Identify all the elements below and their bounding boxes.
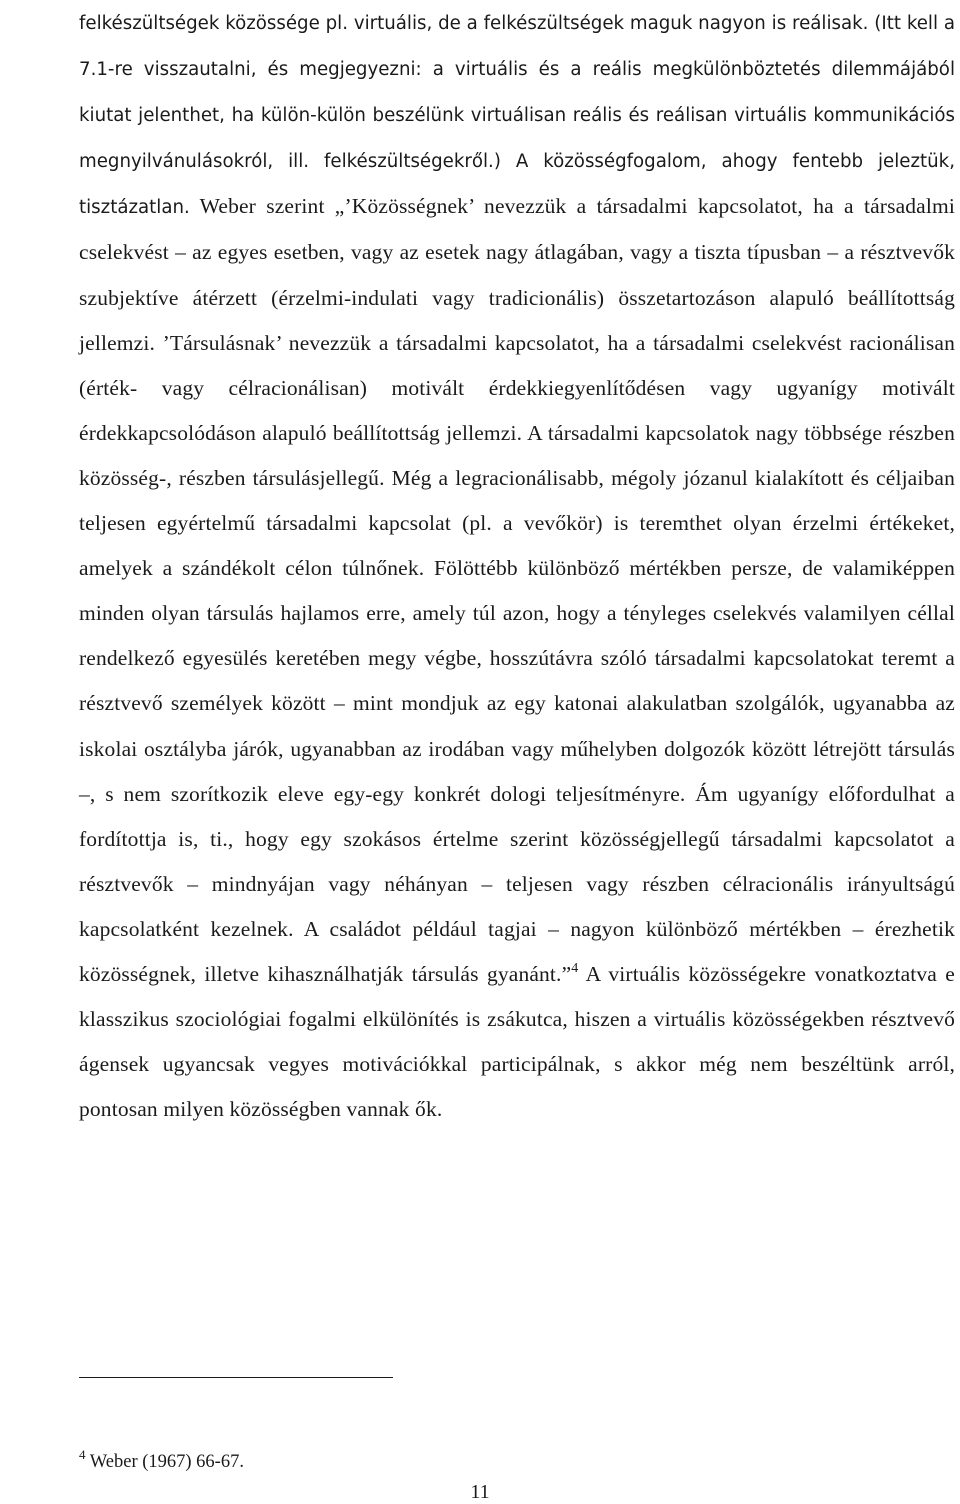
footnote-marker: 4: [79, 1447, 86, 1462]
paragraph-text-weber-quote: Weber szerint „’Közösségnek’ nevezzük a társadalmi kapcsolatot, ha a társadalmi cselekvést – az egyes esetben, vagy az esetek nagy átlagában, vagy a tiszta típusban – a résztvevők szubjektíve átérzett (érzelmi-indulati vagy tradicionális) összetartozáson alapuló beállítottság jellemzi. ’Társulásnak’ nevezzük a társadalmi kapcsolatot, ha a társadalmi cselekvést racionálisan (érték- vagy célracionálisan) motivált érdekkiegyenlítődésen vagy ugyanígy motivált érdekkapcsolódáson alapuló beállítottság jellemzi. A társadalmi kapcsolatok nagy többsége részben közösség-, részben társulásjellegű. Még a legracionálisabb, mégoly józanul kialakított és céljaiban teljesen egyértelmű társadalmi kapcsolat (pl. a vevőkör) is teremthet olyan érzelmi értékeket, amelyek a szándékolt célon túlnőnek. Fölöttébb különböző mértékben persze, de valamiképpen minden olyan társulás hajlamos erre, amely túl azon, hogy a tényleges cselekvés valamilyen céllal rendelkező egyesülés keretében megy végbe, hosszútávra szóló társadalmi kapcsolatokat teremt a résztvevő személyek között – mint mondjuk az egy katonai alakulatban szolgálók, ugyanabba az iskolai osztályba járók, ugyanabban az irodában vagy műhelyben dolgozók között létrejött társulás –, s nem szorítkozik eleve egy-egy konkrét dologi teljesítményre. Ám ugyanígy előfordulhat a fordítottja is, ti., hogy egy szokásos értelme szerint közösségjellegű társadalmi kapcsolatot a résztvevők – mindnyájan vagy néhányan – teljesen vagy részben célracionális irányultságú kapcsolatként kezelnek. A családot például tagjai – nagyon különböző mértékben – érezhetik közösségnek, illetve kihasználhatják társulás gyanánt.”: [79, 194, 955, 986]
footnote: [79, 1447, 244, 1473]
page-number: 11: [470, 1481, 490, 1503]
document-page: [79, 0, 956, 1472]
footnote-separator: [79, 1377, 393, 1378]
paragraph-text-conclusion: A virtuális közösségekre vonatkoztatva e klasszikus szociológiai fogalmi elkülönítés is zsákutca, hiszen a virtuális közösségekben résztvevő ágensek ugyancsak vegyes motivációkkal participálnak, s akkor még nem beszéltünk arról, pontosan milyen közösségben vannak ők.: [79, 961, 956, 1122]
footnote-reference: 4: [571, 960, 579, 976]
paragraph-text-intro: felkészültségek közössége pl. virtuális, de a felkészültségek maguk nagyon is reálisak. (Itt kell a 7.1-re visszautalni, és megjegyezni: a virtuális és a reális megkülönböztetés dilemmájából kiutat jelenthet, ha külön-külön beszélünk virtuálisan reális és reálisan virtuális kommunikációs megnyilvánulásokról, ill. felkészültségekről.) A közösségfogalom, ahogy fentebb jeleztük, tisztázatlan.: [79, 13, 955, 219]
body-paragraph: [79, 0, 955, 1132]
footnote-text: Weber (1967) 66-67.: [85, 1452, 244, 1472]
